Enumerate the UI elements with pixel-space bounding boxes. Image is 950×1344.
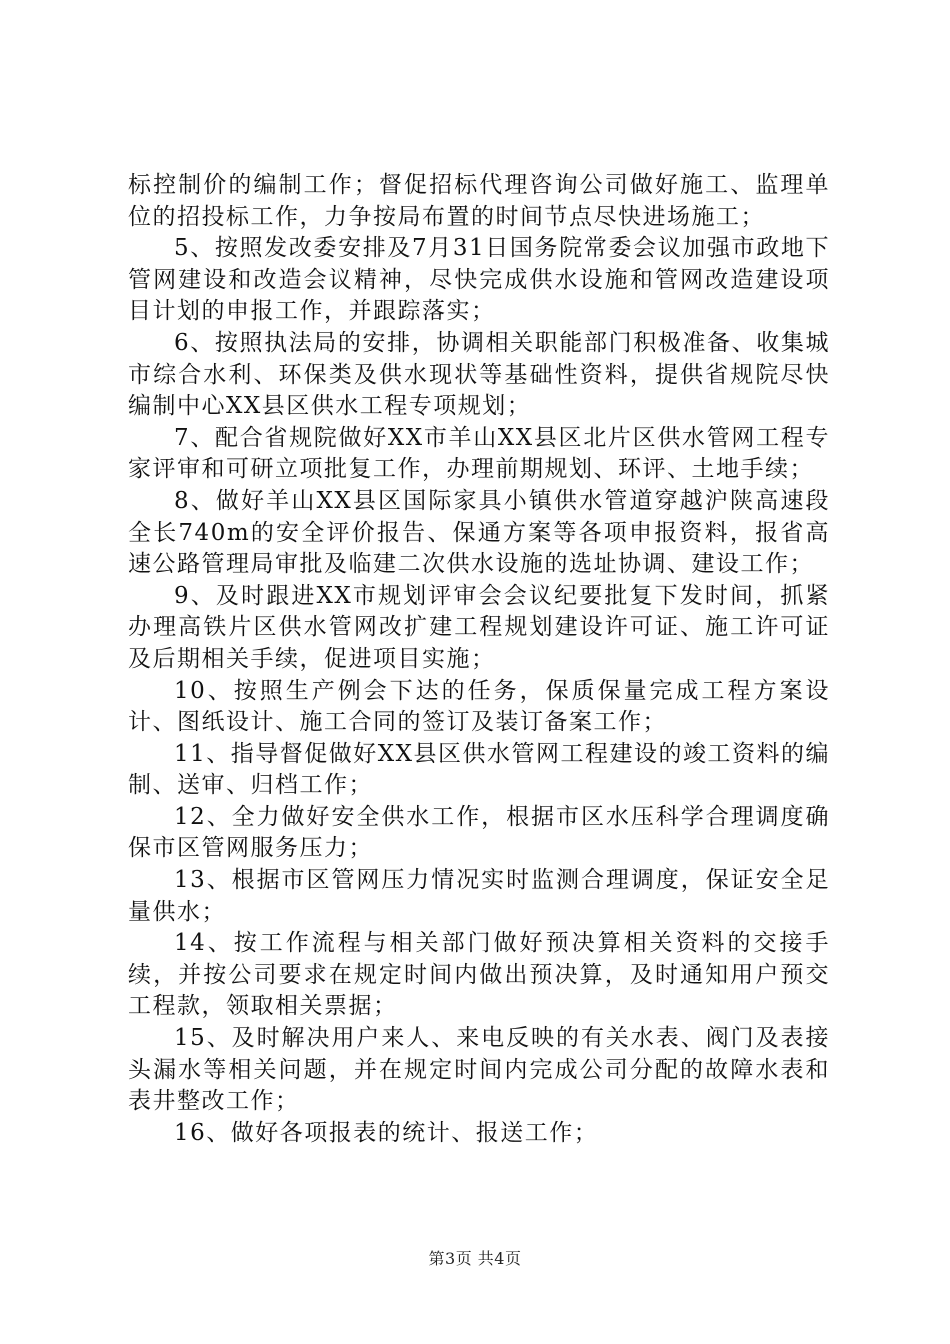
paragraph-item-15: 15、及时解决用户来人、来电反映的有关水表、阀门及表接头漏水等相关问题，并在规定时间内完成公司分配的故障水表和表井整改工作； [128,1025,830,1115]
paragraph-item-12: 12、全力做好安全供水工作，根据市区水压科学合理调度确保市区管网服务压力； [128,803,830,862]
page-number-footer: 第3页 共4页 [428,1249,522,1268]
document-body [128,170,830,1149]
paragraph-item-9: 9、及时跟进XX市规划评审会会议纪要批复下发时间，抓紧办理高铁片区供水管网改扩建工程规划建设许可证、施工许可证及后期相关手续，促进项目实施； [128,582,830,672]
paragraph-item-8: 8、做好羊山XX县区国际家具小镇供水管道穿越沪陕高速段全长740m的安全评价报告、保通方案等各项申报资料，报省高速公路管理局审批及临建二次供水设施的选址协调、建设工作； [128,487,830,578]
paragraph-item-11: 11、指导督促做好XX县区供水管网工程建设的竣工资料的编制、送审、归档工作； [128,740,831,799]
paragraph-continuation: 标控制价的编制工作；督促招标代理咨询公司做好施工、监理单位的招投标工作，力争按局布置的时间节点尽快进场施工； [128,172,830,230]
paragraph-item-7: 7、配合省规院做好XX市羊山XX县区北片区供水管网工程专家评审和可研立项批复工作，办理前期规划、环评、土地手续； [128,424,830,483]
paragraph-item-14: 14、按工作流程与相关部门做好预决算相关资料的交接手续，并按公司要求在规定时间内做出预决算，及时通知用户预交工程款，领取相关票据； [128,930,830,1020]
paragraph-item-5: 5、按照发改委安排及7月31日国务院常委会议加强市政地下管网建设和改造会议精神，尽快完成供水设施和管网改造建设项目计划的申报工作，并跟踪落实； [128,235,830,325]
paragraph-item-13: 13、根据市区管网压力情况实时监测合理调度，保证安全足量供水； [128,867,830,925]
paragraph-item-6: 6、按照执法局的安排，协调相关职能部门积极准备、收集城市综合水利、环保类及供水现状等基础性资料，提供省规院尽快编制中心XX县区供水工程专项规划； [128,329,830,420]
paragraph-item-10: 10、按照生产例会下达的任务，保质保量完成工程方案设计、图纸设计、施工合同的签订及装订备案工作； [128,677,830,736]
paragraph-item-16: 16、做好各项报表的统计、报送工作； [174,1119,599,1146]
